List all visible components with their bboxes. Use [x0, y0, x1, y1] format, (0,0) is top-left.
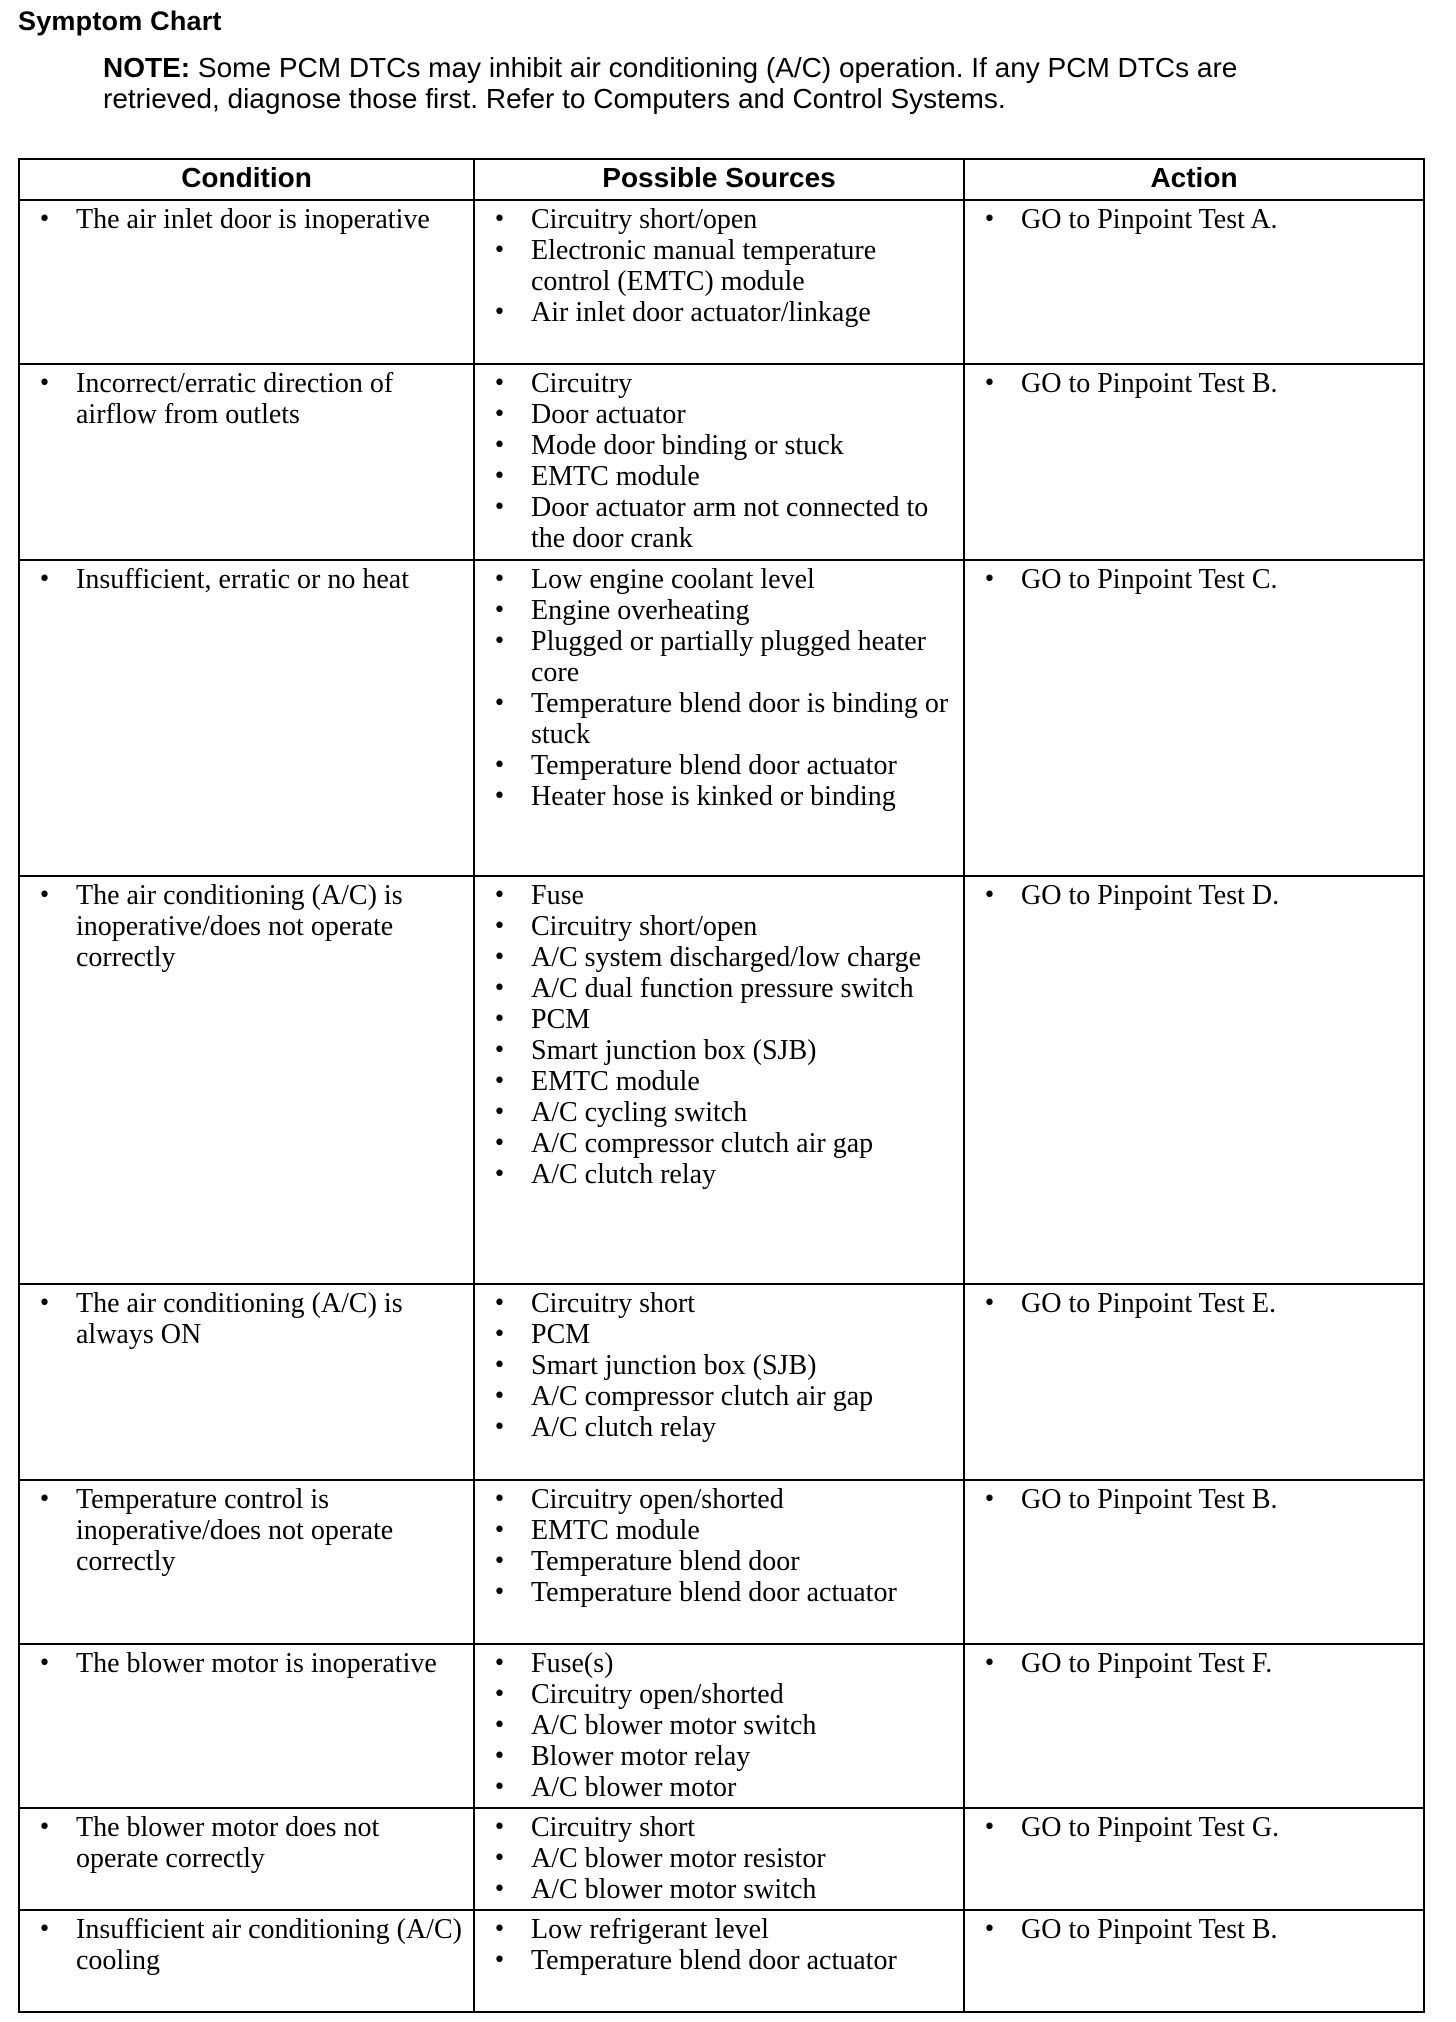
sources-cell [474, 364, 964, 560]
source-item: • Circuitry short/open [485, 204, 957, 235]
condition-text: • Insufficient, erratic or no heat [30, 564, 467, 595]
sources-cell [474, 1480, 964, 1644]
note-paragraph [103, 52, 1283, 114]
source-item: • A/C blower motor switch [485, 1710, 957, 1741]
source-item: • A/C blower motor resistor [485, 1843, 957, 1874]
action-text: • GO to Pinpoint Test B. [975, 368, 1417, 399]
header-possible-sources: Possible Sources [474, 159, 964, 200]
condition-text: • Incorrect/erratic direction of airflow from outlets [30, 368, 467, 430]
condition-text: • The air inlet door is inoperative [30, 204, 467, 235]
sources-list [485, 1812, 957, 1905]
condition-text: • The air conditioning (A/C) is inoperative/does not operate correctly [30, 880, 467, 973]
source-item: • EMTC module [485, 1066, 957, 1097]
condition-cell [19, 200, 474, 364]
action-text: • GO to Pinpoint Test B. [975, 1914, 1417, 1945]
action-cell [964, 1808, 1424, 1910]
table-row [19, 1644, 1424, 1808]
source-item: • Smart junction box (SJB) [485, 1035, 957, 1066]
source-item: • Circuitry short [485, 1288, 957, 1319]
source-item: • Circuitry open/shorted [485, 1484, 957, 1515]
condition-cell [19, 560, 474, 876]
source-item: • Plugged or partially plugged heater core [485, 626, 957, 688]
source-item: • Fuse(s) [485, 1648, 957, 1679]
source-item: • Temperature blend door is binding or stuck [485, 688, 957, 750]
page-title: Symptom Chart [18, 6, 222, 36]
source-item: • Circuitry short/open [485, 911, 957, 942]
header-condition: Condition [19, 159, 474, 200]
sources-list [485, 880, 957, 1190]
source-item: • A/C blower motor [485, 1772, 957, 1803]
source-item: • Engine overheating [485, 595, 957, 626]
condition-cell [19, 364, 474, 560]
source-item: • A/C system discharged/low charge [485, 942, 957, 973]
action-cell [964, 560, 1424, 876]
source-item: • Circuitry short [485, 1812, 957, 1843]
source-item: • Mode door binding or stuck [485, 430, 957, 461]
sources-list [485, 1484, 957, 1608]
source-item: • Temperature blend door actuator [485, 1945, 957, 1976]
table-body [19, 200, 1424, 2012]
condition-cell [19, 1480, 474, 1644]
condition-text: • The blower motor is inoperative [30, 1648, 467, 1679]
action-cell [964, 1644, 1424, 1808]
condition-cell [19, 1910, 474, 2012]
source-item: • Circuitry open/shorted [485, 1679, 957, 1710]
table-row [19, 364, 1424, 560]
condition-text: • The air conditioning (A/C) is always ON [30, 1288, 467, 1350]
sources-list [485, 204, 957, 328]
note-lead: NOTE: [103, 52, 191, 83]
table-row [19, 1808, 1424, 1910]
source-item: • Low engine coolant level [485, 564, 957, 595]
table-row [19, 200, 1424, 364]
condition-text: • The blower motor does not operate correctly [30, 1812, 467, 1874]
condition-cell [19, 1644, 474, 1808]
action-text: • GO to Pinpoint Test B. [975, 1484, 1417, 1515]
sources-cell [474, 1284, 964, 1480]
note-text: Some PCM DTCs may inhibit air conditioning (A/C) operation. If any PCM DTCs are retrieved, diagnose those first. Refer to Computers and Control Systems. [103, 52, 1238, 114]
header-action: Action [964, 159, 1424, 200]
source-item: • Circuitry [485, 368, 957, 399]
action-cell [964, 1284, 1424, 1480]
source-item: • PCM [485, 1319, 957, 1350]
sources-list [485, 564, 957, 812]
condition-text: • Insufficient air conditioning (A/C) cooling [30, 1914, 467, 1976]
action-text: • GO to Pinpoint Test G. [975, 1812, 1417, 1843]
action-text: • GO to Pinpoint Test E. [975, 1288, 1417, 1319]
source-item: • A/C clutch relay [485, 1412, 957, 1443]
source-item: • A/C cycling switch [485, 1097, 957, 1128]
action-text: • GO to Pinpoint Test F. [975, 1648, 1417, 1679]
table-row [19, 876, 1424, 1284]
source-item: • Electronic manual temperature control (EMTC) module [485, 235, 957, 297]
sources-list [485, 1914, 957, 1976]
condition-text: • Temperature control is inoperative/does not operate correctly [30, 1484, 467, 1577]
source-item: • Smart junction box (SJB) [485, 1350, 957, 1381]
condition-cell [19, 1808, 474, 1910]
sources-list [485, 1648, 957, 1803]
table-row [19, 1910, 1424, 2012]
table-row [19, 1284, 1424, 1480]
action-text: • GO to Pinpoint Test C. [975, 564, 1417, 595]
source-item: • Door actuator arm not connected to the door crank [485, 492, 957, 554]
table-row [19, 1480, 1424, 1644]
sources-cell [474, 1808, 964, 1910]
action-cell [964, 200, 1424, 364]
table-row [19, 560, 1424, 876]
sources-cell [474, 876, 964, 1284]
sources-cell [474, 200, 964, 364]
sources-cell [474, 1644, 964, 1808]
source-item: • Low refrigerant level [485, 1914, 957, 1945]
source-item: • Blower motor relay [485, 1741, 957, 1772]
source-item: • A/C compressor clutch air gap [485, 1128, 957, 1159]
action-text: • GO to Pinpoint Test D. [975, 880, 1417, 911]
source-item: • EMTC module [485, 1515, 957, 1546]
source-item: • Temperature blend door actuator [485, 750, 957, 781]
source-item: • A/C dual function pressure switch [485, 973, 957, 1004]
condition-cell [19, 1284, 474, 1480]
sources-list [485, 1288, 957, 1443]
action-text: • GO to Pinpoint Test A. [975, 204, 1417, 235]
source-item: • A/C compressor clutch air gap [485, 1381, 957, 1412]
condition-cell [19, 876, 474, 1284]
source-item: • A/C clutch relay [485, 1159, 957, 1190]
symptom-table [18, 158, 1425, 2013]
table-header-row [19, 159, 1424, 200]
action-cell [964, 1480, 1424, 1644]
sources-cell [474, 1910, 964, 2012]
action-cell [964, 876, 1424, 1284]
sources-cell [474, 560, 964, 876]
source-item: • PCM [485, 1004, 957, 1035]
source-item: • A/C blower motor switch [485, 1874, 957, 1905]
action-cell [964, 1910, 1424, 2012]
source-item: • Heater hose is kinked or binding [485, 781, 957, 812]
source-item: • Fuse [485, 880, 957, 911]
source-item: • Temperature blend door [485, 1546, 957, 1577]
source-item: • Temperature blend door actuator [485, 1577, 957, 1608]
source-item: • Air inlet door actuator/linkage [485, 297, 957, 328]
action-cell [964, 364, 1424, 560]
source-item: • Door actuator [485, 399, 957, 430]
sources-list [485, 368, 957, 554]
source-item: • EMTC module [485, 461, 957, 492]
